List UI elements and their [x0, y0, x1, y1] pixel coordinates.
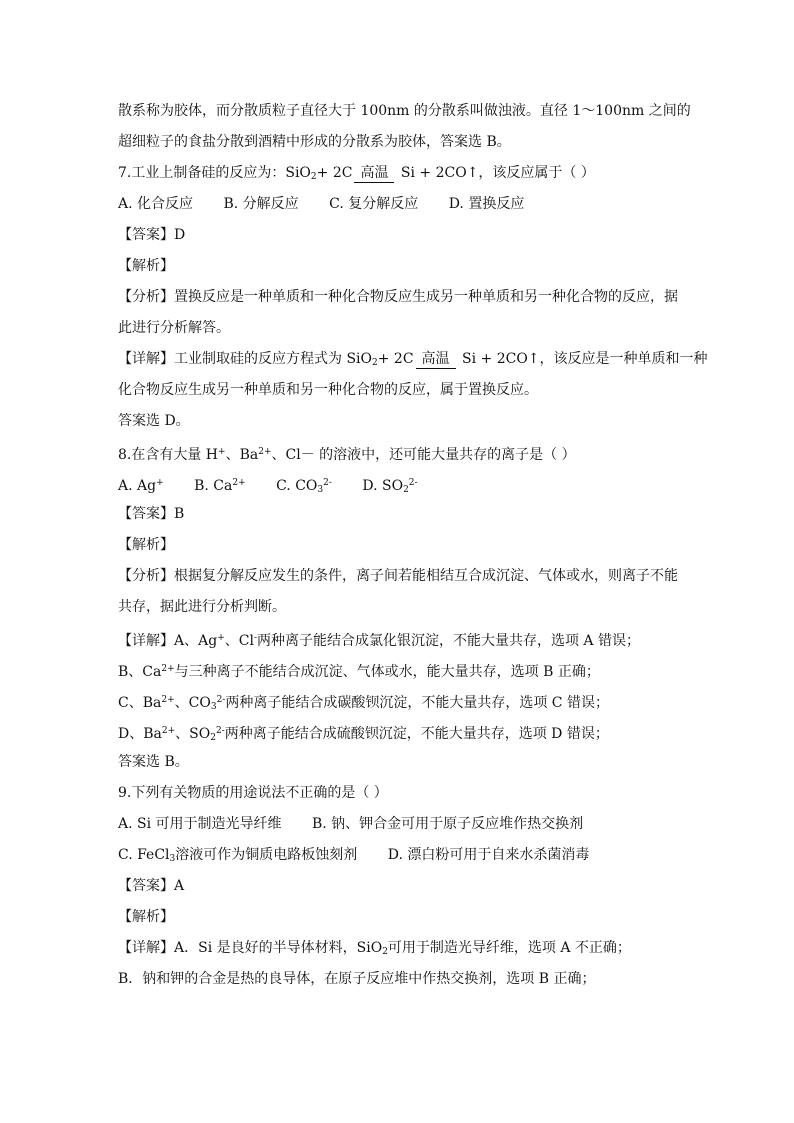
text-line: 散系称为胶体，而分散质粒子直径大于 100nm 的分散系叫做浊液。直径 1～100nm 之间的 [118, 103, 691, 119]
analysis-heading: 【解析】 [118, 909, 174, 925]
answer: 【答案】B [118, 506, 185, 522]
text-line: 答案选 D。 [118, 413, 190, 429]
answer: 【答案】D [118, 227, 186, 243]
option-d: D. 漂白粉可用于自来水杀菌消毒 [387, 847, 590, 863]
text-line: C、$Ba^{2+}$、$CO_3^{2-}$两种离子能结合成碳酸钡沉淀，不能大量共存，选项 C 错误； [118, 695, 609, 712]
option-d: D. 置换反应 [448, 196, 525, 212]
option-c: C. FeCl$_3$溶液可作为铜质电路板蚀刻剂 [118, 847, 358, 864]
question-9-options-ab [118, 809, 678, 840]
text-line: D、$Ba^{2+}$、$SO_2^{2-}$两种离子能结合成硫酸钡沉淀，不能大量共存，选项 D 错误； [118, 726, 609, 743]
text-line: 【详解】A．Si 是良好的半导体材料，SiO$_2$可用于制造光导纤维，选项 A 不正确； [118, 940, 631, 957]
text-line: 化合物反应生成另一种单质和另一种化合物的反应，属于置换反应。 [118, 382, 538, 398]
text-line: 此进行分析解答。 [118, 320, 230, 336]
question-8: 8.在含有大量 H+、$Ba^{2+}$、Cl－ 的溶液中，还可能大量共存的离子是（ ） [118, 447, 576, 463]
answer: 【答案】A [118, 878, 185, 894]
text-line: B、$Ca^{2+}$与三种离子不能结合成沉淀、气体或水，能大量共存，选项 B 正确； [118, 664, 600, 680]
option-c: C. $CO_3^{2-}$ [276, 478, 332, 495]
analysis-heading: 【解析】 [118, 537, 174, 553]
question-7: 7.工业上制备硅的反应为：SiO$_2$+ 2C 高温 Si + 2CO↑，该反应属于（ ） [118, 165, 595, 182]
question-9-options-cd [118, 840, 678, 871]
option-a: A. 化合反应 [118, 196, 194, 212]
text-line: 【分析】置换反应是一种单质和一种化合物反应生成另一种单质和另一种化合物的反应，据 [118, 289, 678, 305]
reaction-condition: 高温 [416, 350, 456, 369]
option-b: B. 钠、钾合金可用于原子反应堆作热交换剂 [311, 816, 584, 832]
text-line: 【分析】根据复分解反应发生的条件，离子间若能相结互合成沉淀、气体或水，则离子不能 [118, 568, 678, 584]
analysis-heading: 【解析】 [118, 258, 174, 274]
option-b: B. $Ca^{2+}$ [194, 478, 246, 494]
text-line: 共存，据此进行分析判断。 [118, 599, 286, 615]
text-line: 【详解】A、Ag+、Cl-两种离子能结合成氯化银沉淀，不能大量共存，选项 A 错误； [118, 633, 640, 649]
option-d: D. $SO_2^{2-}$ [362, 478, 418, 495]
text-line: 答案选 B。 [118, 754, 189, 770]
reaction-condition: 高温 [354, 164, 394, 183]
document-page [118, 96, 708, 995]
option-a: A. Ag+ [118, 478, 164, 494]
option-a: A. Si 可用于制造光导纤维 [118, 816, 282, 832]
question-8-options [118, 468, 678, 499]
option-c: C. 复分解反应 [329, 196, 419, 212]
text-line: B．钠和钾的合金是热的良导体，在原子反应堆中作热交换剂，选项 B 正确； [118, 971, 596, 987]
text-line: 超细粒子的食盐分散到酒精中形成的分散系为胶体，答案选 B。 [118, 134, 511, 150]
question-7-options [118, 189, 678, 220]
question-9: 9.下列有关物质的用途说法不正确的是（ ） [118, 785, 388, 801]
text-line: 【详解】工业制取硅的反应方程式为 SiO$_2$+ 2C 高温 Si + 2CO↑，该反应是一种单质和一种 [118, 351, 708, 368]
option-b: B. 分解反应 [223, 196, 299, 212]
